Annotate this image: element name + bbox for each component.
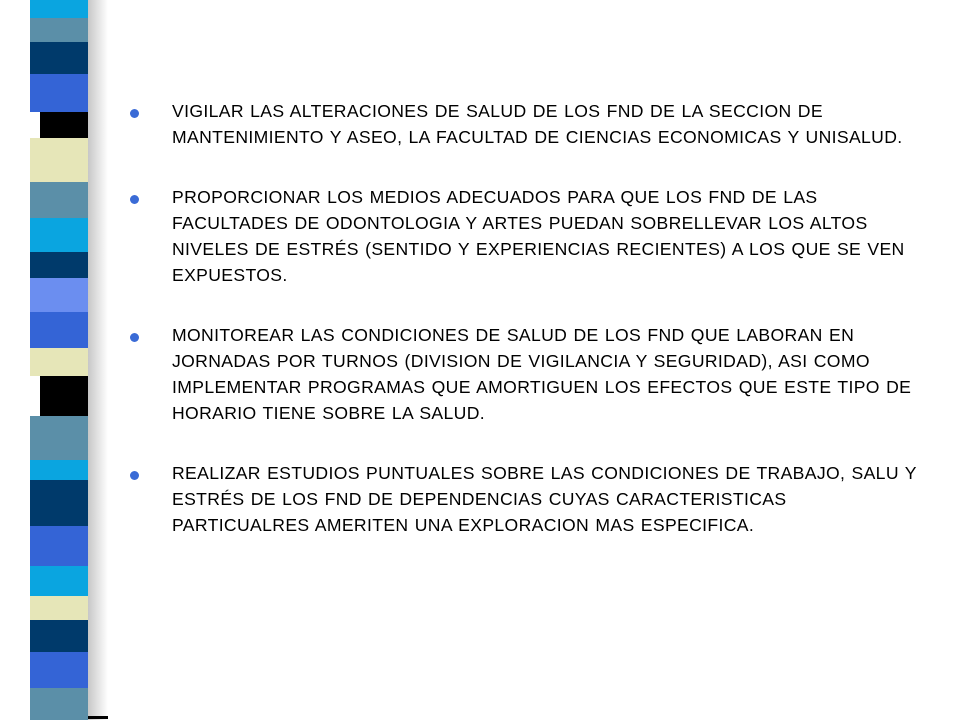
bullet-dot-icon <box>130 471 139 480</box>
strip-block <box>30 312 88 348</box>
bullet-text: PROPORCIONAR LOS MEDIOS ADECUADOS PARA QUE LOS FND DE LAS FACULTADES DE ODONTOLOGIA Y ARTES PUEDAN SOBRELLEVAR LOS ALTOS NIVELES DE ESTRÉS (SENTIDO Y EXPERIENCIAS RECIENTES) A LOS QUE SE VEN EXPUESTOS. <box>172 187 905 285</box>
list-item <box>130 322 930 426</box>
strip-block <box>30 526 88 566</box>
strip-bottom-line <box>88 716 108 719</box>
bullet-text: VIGILAR LAS ALTERACIONES DE SALUD DE LOS FND DE LA SECCION DE MANTENIMIENTO Y ASEO, LA FACULTAD DE CIENCIAS ECONOMICAS Y UNISALUD. <box>172 101 903 147</box>
strip-block <box>30 278 88 312</box>
strip-block <box>30 0 88 18</box>
bullet-list <box>130 98 930 572</box>
strip-block <box>30 620 88 652</box>
strip-block <box>30 138 88 182</box>
list-item <box>130 460 930 538</box>
strip-block <box>30 74 88 112</box>
strip-block <box>30 218 88 252</box>
bullet-text: MONITOREAR LAS CONDICIONES DE SALUD DE LOS FND QUE LABORAN EN JORNADAS POR TURNOS (DIVISION DE VIGILANCIA Y SEGURIDAD), ASI COMO IMPLEMENTAR PROGRAMAS QUE AMORTIGUEN LOS EFECTOS QUE ESTE TIPO DE HORARIO TIENE SOBRE LA SALUD. <box>172 325 912 423</box>
bullet-text: REALIZAR ESTUDIOS PUNTUALES SOBRE LAS CONDICIONES DE TRABAJO, SALU Y ESTRÉS DE LOS FND DE DEPENDENCIAS CUYAS CARACTERISTICAS PARTICUALRES AMERITEN UNA EXPLORACION MAS ESPECIFICA. <box>172 463 917 535</box>
bullet-dot-icon <box>130 109 139 118</box>
bullet-dot-icon <box>130 333 139 342</box>
strip-block <box>30 182 88 218</box>
strip-block <box>30 652 88 688</box>
strip-block <box>30 460 88 480</box>
list-item <box>130 184 930 288</box>
strip-block <box>40 376 88 416</box>
strip-block <box>30 416 88 460</box>
decorative-side-strip <box>30 0 88 720</box>
strip-block <box>30 596 88 620</box>
bullet-dot-icon <box>130 195 139 204</box>
strip-block <box>30 18 88 42</box>
strip-shadow <box>88 0 108 720</box>
list-item <box>130 98 930 150</box>
strip-block <box>30 252 88 278</box>
strip-block <box>30 42 88 74</box>
strip-block <box>40 112 88 138</box>
strip-block <box>30 348 88 376</box>
strip-block <box>30 480 88 526</box>
strip-block <box>30 688 88 720</box>
strip-block <box>30 566 88 596</box>
